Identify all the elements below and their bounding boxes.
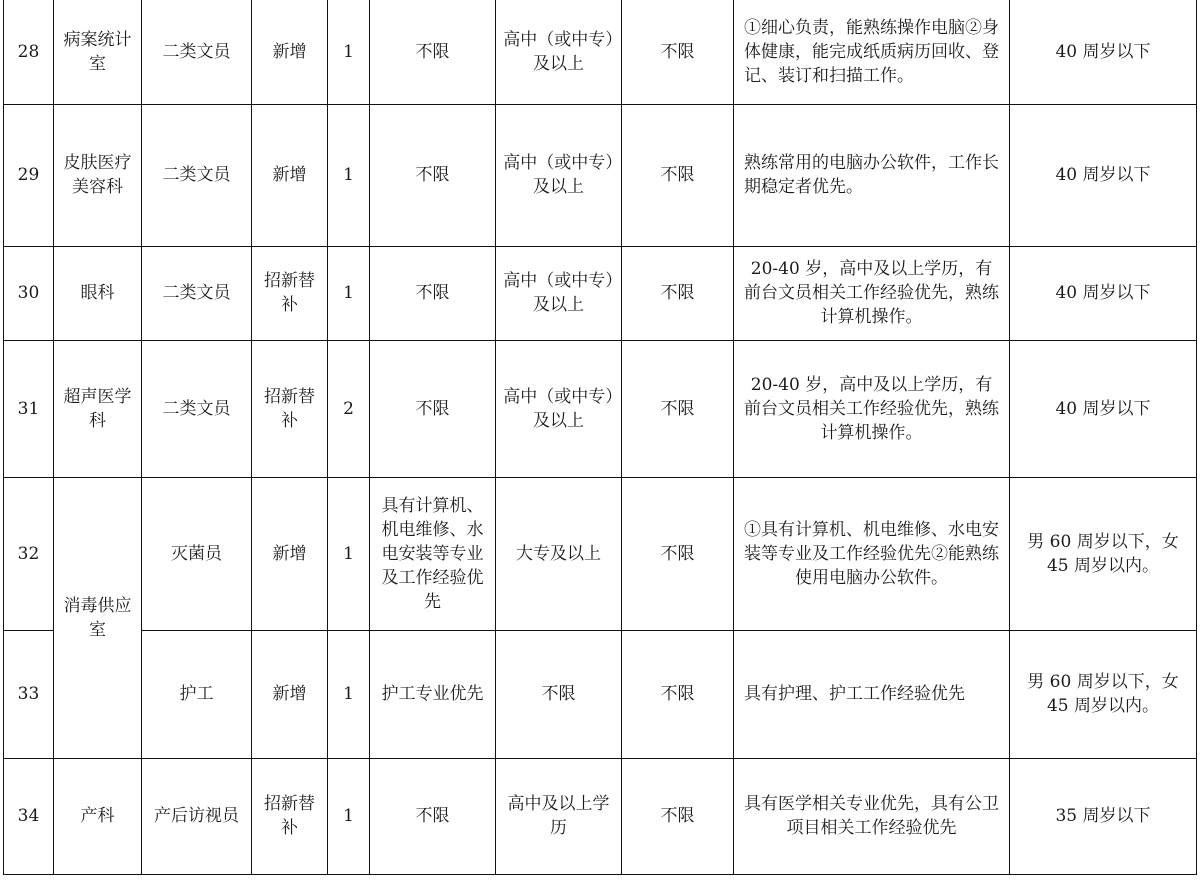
row-number-cell: 28 — [4, 0, 54, 104]
hire-type-cell: 新增 — [252, 104, 328, 246]
row-number-cell: 33 — [4, 630, 54, 758]
table-row — [4, 104, 1197, 246]
requirements-cell: 20-40 岁，高中及以上学历，有前台文员相关工作经验优先，熟练计算机操作。 — [734, 340, 1010, 477]
hire-type-cell: 招新替补 — [252, 340, 328, 477]
education-cell: 高中（或中专）及以上 — [496, 340, 622, 477]
department-cell: 超声医学科 — [54, 340, 142, 477]
department-cell: 皮肤医疗美容科 — [54, 104, 142, 246]
age-cell: 40 周岁以下 — [1010, 104, 1197, 246]
row-number-cell: 31 — [4, 340, 54, 477]
headcount-cell: 1 — [328, 0, 370, 104]
department-cell: 消毒供应室 — [54, 477, 142, 758]
department-cell: 眼科 — [54, 246, 142, 340]
education-cell: 大专及以上 — [496, 477, 622, 630]
major-cell: 不限 — [370, 246, 496, 340]
table-row — [4, 0, 1197, 104]
position-cell: 二类文员 — [142, 246, 252, 340]
headcount-cell: 1 — [328, 104, 370, 246]
title-cell: 不限 — [622, 104, 734, 246]
requirements-cell: ①细心负责，能熟练操作电脑②身体健康，能完成纸质病历回收、登记、装订和扫描工作。 — [734, 0, 1010, 104]
position-cell: 护工 — [142, 630, 252, 758]
table-row — [4, 630, 1197, 758]
age-cell: 男 60 周岁以下，女 45 周岁以内。 — [1010, 477, 1197, 630]
row-number-cell: 34 — [4, 758, 54, 874]
requirements-cell: ①具有计算机、机电维修、水电安装等专业及工作经验优先②能熟练使用电脑办公软件。 — [734, 477, 1010, 630]
department-cell: 产科 — [54, 758, 142, 874]
title-cell: 不限 — [622, 0, 734, 104]
age-cell: 40 周岁以下 — [1010, 340, 1197, 477]
major-cell: 不限 — [370, 0, 496, 104]
position-cell: 二类文员 — [142, 104, 252, 246]
position-cell: 二类文员 — [142, 0, 252, 104]
hire-type-cell: 招新替补 — [252, 246, 328, 340]
headcount-cell: 2 — [328, 340, 370, 477]
position-cell: 灭菌员 — [142, 477, 252, 630]
headcount-cell: 1 — [328, 246, 370, 340]
age-cell: 40 周岁以下 — [1010, 0, 1197, 104]
major-cell: 具有计算机、机电维修、水电安装等专业及工作经验优先 — [370, 477, 496, 630]
age-cell: 男 60 周岁以下，女 45 周岁以内。 — [1010, 630, 1197, 758]
headcount-cell: 1 — [328, 630, 370, 758]
title-cell: 不限 — [622, 758, 734, 874]
hire-type-cell: 新增 — [252, 0, 328, 104]
requirements-cell: 熟练常用的电脑办公软件，工作长期稳定者优先。 — [734, 104, 1010, 246]
table-row — [4, 758, 1197, 874]
row-number-cell: 30 — [4, 246, 54, 340]
hire-type-cell: 新增 — [252, 630, 328, 758]
row-number-cell: 32 — [4, 477, 54, 630]
major-cell: 不限 — [370, 758, 496, 874]
requirements-cell: 20-40 岁，高中及以上学历，有前台文员相关工作经验优先，熟练计算机操作。 — [734, 246, 1010, 340]
requirements-cell: 具有护理、护工工作经验优先 — [734, 630, 1010, 758]
headcount-cell: 1 — [328, 758, 370, 874]
title-cell: 不限 — [622, 340, 734, 477]
title-cell: 不限 — [622, 630, 734, 758]
education-cell: 不限 — [496, 630, 622, 758]
major-cell: 护工专业优先 — [370, 630, 496, 758]
position-cell: 二类文员 — [142, 340, 252, 477]
age-cell: 35 周岁以下 — [1010, 758, 1197, 874]
education-cell: 高中及以上学历 — [496, 758, 622, 874]
title-cell: 不限 — [622, 477, 734, 630]
table-row — [4, 246, 1197, 340]
requirements-cell: 具有医学相关专业优先，具有公卫项目相关工作经验优先 — [734, 758, 1010, 874]
recruitment-table — [3, 0, 1197, 875]
row-number-cell: 29 — [4, 104, 54, 246]
table-row — [4, 340, 1197, 477]
age-cell: 40 周岁以下 — [1010, 246, 1197, 340]
department-cell: 病案统计室 — [54, 0, 142, 104]
title-cell: 不限 — [622, 246, 734, 340]
education-cell: 高中（或中专）及以上 — [496, 246, 622, 340]
table-row — [4, 477, 1197, 630]
major-cell: 不限 — [370, 340, 496, 477]
hire-type-cell: 新增 — [252, 477, 328, 630]
hire-type-cell: 招新替补 — [252, 758, 328, 874]
education-cell: 高中（或中专）及以上 — [496, 0, 622, 104]
position-cell: 产后访视员 — [142, 758, 252, 874]
headcount-cell: 1 — [328, 477, 370, 630]
education-cell: 高中（或中专）及以上 — [496, 104, 622, 246]
major-cell: 不限 — [370, 104, 496, 246]
